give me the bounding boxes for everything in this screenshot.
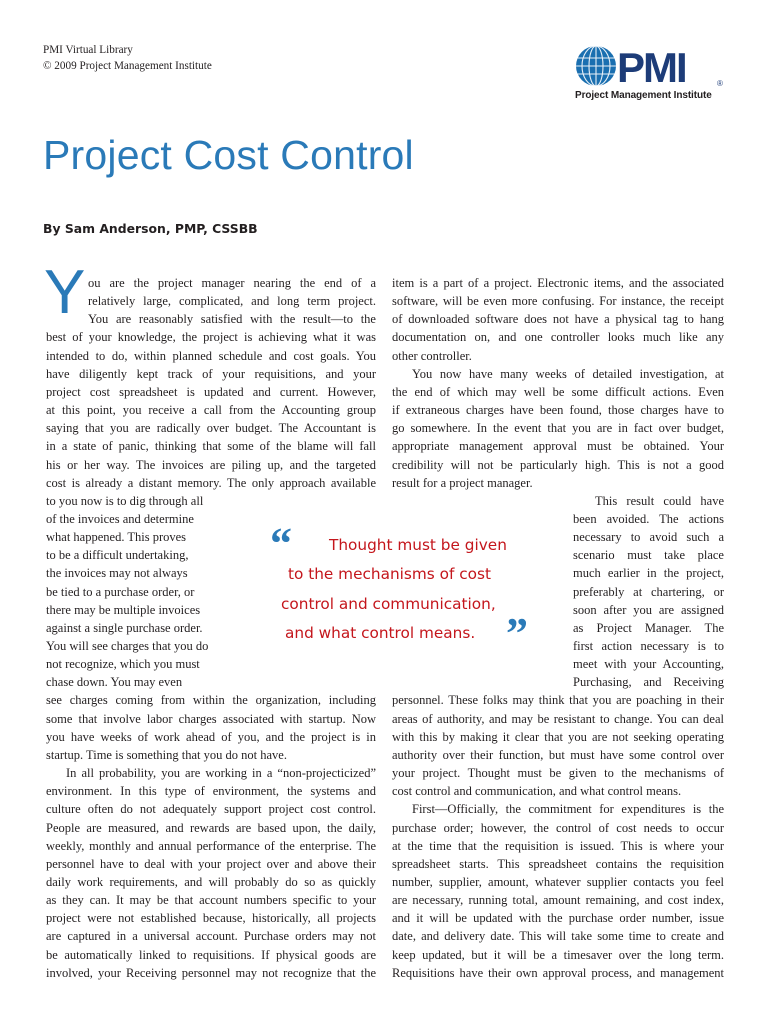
text-line: daily work requirements, and will probably do so as quickly (46, 874, 376, 889)
text-line: culture often do not adequately support project cost control. (46, 802, 376, 817)
text-line: result for a project manager. (392, 475, 533, 490)
text-line: spreadsheet starts. This spreadsheet contains the requisition (392, 856, 724, 871)
text-line: project were not established because, historically, all projects (46, 911, 376, 926)
text-line: In all probability, you are working in a “non-projecticized” (66, 766, 376, 781)
text-line: soon after you are assigned (573, 602, 724, 617)
page-title: Project Cost Control (43, 132, 414, 178)
text-line: project cost spreadsheet is updated and current. However, (46, 384, 376, 399)
text-line: the end of which may well be some difficult actions. Even (392, 384, 724, 399)
text-line: of downloaded software does not have a physical tag to hang (392, 312, 724, 327)
text-line: in a state of panic, thinking that some of the blame will fall (46, 439, 376, 454)
text-line: People are measured, and rewards are based upon, the daily, (46, 820, 376, 835)
text-line: areas of authority, and may be resistant to change. You can deal (392, 711, 724, 726)
logo-subtitle: Project Management Institute (575, 90, 712, 101)
text-line: of the invoices and determine (46, 511, 194, 526)
text-line: personnel. These folks may think that you are poaching in their (392, 693, 724, 708)
text-line: necessary to avoid such a (573, 530, 724, 545)
text-line: First—Officially, the commitment for expenditures is the (412, 802, 724, 817)
text-line: involved, your Receiving personnel may not recognize that the (46, 965, 376, 980)
text-line: date, and delivery date. This will take some time to create and (392, 929, 724, 944)
text-line: and it will be updated with the purchase order number, issue (392, 911, 724, 926)
text-line: best of your knowledge, the project is achieving what it was (46, 330, 376, 345)
text-line: have diligently kept track of your requisitions, and your (46, 366, 376, 381)
text-line: cost is already a distant memory. The only approach available (46, 475, 376, 490)
text-line: keep updated, but it will be a timesaver over the long term. (392, 947, 724, 962)
text-line: meet with your Accounting, (573, 657, 724, 672)
text-line: been avoided. The actions (573, 511, 724, 526)
text-line: scenario must take place (573, 548, 724, 563)
pull-quote-line: Thought must be given (329, 536, 507, 554)
text-line: relatively large, complicated, and long term project. (88, 294, 376, 309)
text-line: weekly, monthly and annual performance of the enterprise. The (46, 838, 376, 853)
pmi-logo-mark (575, 44, 725, 88)
text-line: You are reasonably satisfied with the result—to the (88, 312, 376, 327)
pull-quote-line: to the mechanisms of cost (288, 565, 491, 583)
text-line: ou are the project manager nearing the end of a (88, 276, 376, 290)
text-line: authority over their function, but must have some control over (392, 747, 724, 762)
close-quote-mark: ” (506, 609, 528, 658)
drop-cap: Y (44, 258, 86, 327)
text-line: number, supplier, amount, whatever supplier contacts you feel (392, 874, 724, 889)
text-line: at the time that the requisition is issued. This is where your (392, 838, 724, 853)
text-line: go somewhere. In the event that you are in fact over budget, (392, 421, 724, 436)
text-line: software, will be even more confusing. For instance, the receipt (392, 294, 724, 309)
text-line: at this point, you receive a call from the Accounting group (46, 403, 376, 418)
text-line: documentation on, and one controller looks much like any (392, 330, 724, 345)
text-line: as Project Manager. The (573, 620, 724, 635)
text-line: not recognize, which you must (46, 657, 200, 672)
text-line: there may be multiple invoices (46, 602, 201, 617)
text-line: other controller. (392, 348, 472, 363)
text-line: with this by making it clear that you are not seeking operating (392, 729, 724, 744)
text-line: see charges coming from within the organization, including (46, 693, 376, 708)
copyright-line: © 2009 Project Management Institute (43, 59, 212, 72)
text-line: what happened. This proves (46, 530, 187, 545)
pull-quote-line: and what control means. (285, 624, 476, 642)
author-byline: By Sam Anderson, PMP, CSSBB (43, 221, 258, 236)
text-line: Requisitions have their own approval process, and management (392, 965, 724, 980)
text-line: environment. In this type of environment, the systems and (46, 784, 376, 799)
library-name: PMI Virtual Library (43, 44, 133, 56)
text-line: against a single purchase order. (46, 620, 203, 635)
text-line: chase down. You may even (46, 675, 183, 690)
globe-icon (576, 46, 616, 86)
text-line: credibility will not be particularly high. This is not a good (392, 457, 724, 472)
text-line: some that involve labor charges associated with startup. Now (46, 711, 376, 726)
text-line: your project. Thought must be given to the mechanisms of (392, 766, 724, 781)
text-line: intended to do, within planned schedule and cost goals. You (46, 348, 376, 363)
text-line: You will see charges that you do (46, 639, 209, 653)
text-line: appropriate management approval must be obtained. Your (392, 439, 724, 454)
text-line: are captured in a universal account. Purchase orders may not (46, 929, 376, 944)
text-line: much earlier in the project, (573, 566, 724, 581)
text-line: preferably at chartering, or (573, 584, 724, 599)
text-line: to you now is to dig through all (46, 493, 204, 508)
text-line: purchase order; however, the control of cost needs to occur (392, 820, 724, 835)
text-line: first action necessary is to (573, 639, 724, 653)
text-line: This result could have (595, 493, 724, 508)
open-quote-mark: “ (270, 519, 292, 568)
document-header (43, 43, 212, 74)
text-line: item is a part of a project. Electronic items, and the associated (392, 276, 724, 290)
text-line: the invoices may not always (46, 566, 188, 581)
text-line: are necessary, running total, amount remaining, and cost index, (392, 893, 724, 908)
text-line: his or her way. The invoices are piling up, and the targeted (46, 457, 376, 472)
registered-mark: ® (717, 79, 723, 88)
text-line: be automatically linked to requisitions. If physical goods are (46, 947, 376, 962)
text-line: to be a difficult undertaking, (46, 548, 189, 563)
text-line: saying that you are radically over budget. The Accountant is (46, 421, 376, 436)
pmi-logo (575, 44, 725, 101)
text-line: you have weeks of work ahead of you, and the project is in (46, 729, 376, 744)
text-line: be tied to a purchase order, or (46, 584, 195, 599)
text-line: cost control and communication, and what control means. (392, 784, 682, 799)
pmi-wordmark: PMI (617, 44, 686, 88)
text-line: if extraneous charges have been found, those charges have to (392, 403, 724, 418)
text-line: Purchasing, and Receiving (573, 675, 724, 690)
text-line: You now have many weeks of detailed investigation, at (412, 366, 724, 381)
text-line: personnel have to deal with your project over and above their (46, 856, 376, 871)
text-line: as they can. It may be that account numbers specific to your (46, 893, 376, 908)
text-line: startup. Time is something that you do not have. (46, 747, 287, 762)
pull-quote-line: control and communication, (281, 595, 496, 613)
